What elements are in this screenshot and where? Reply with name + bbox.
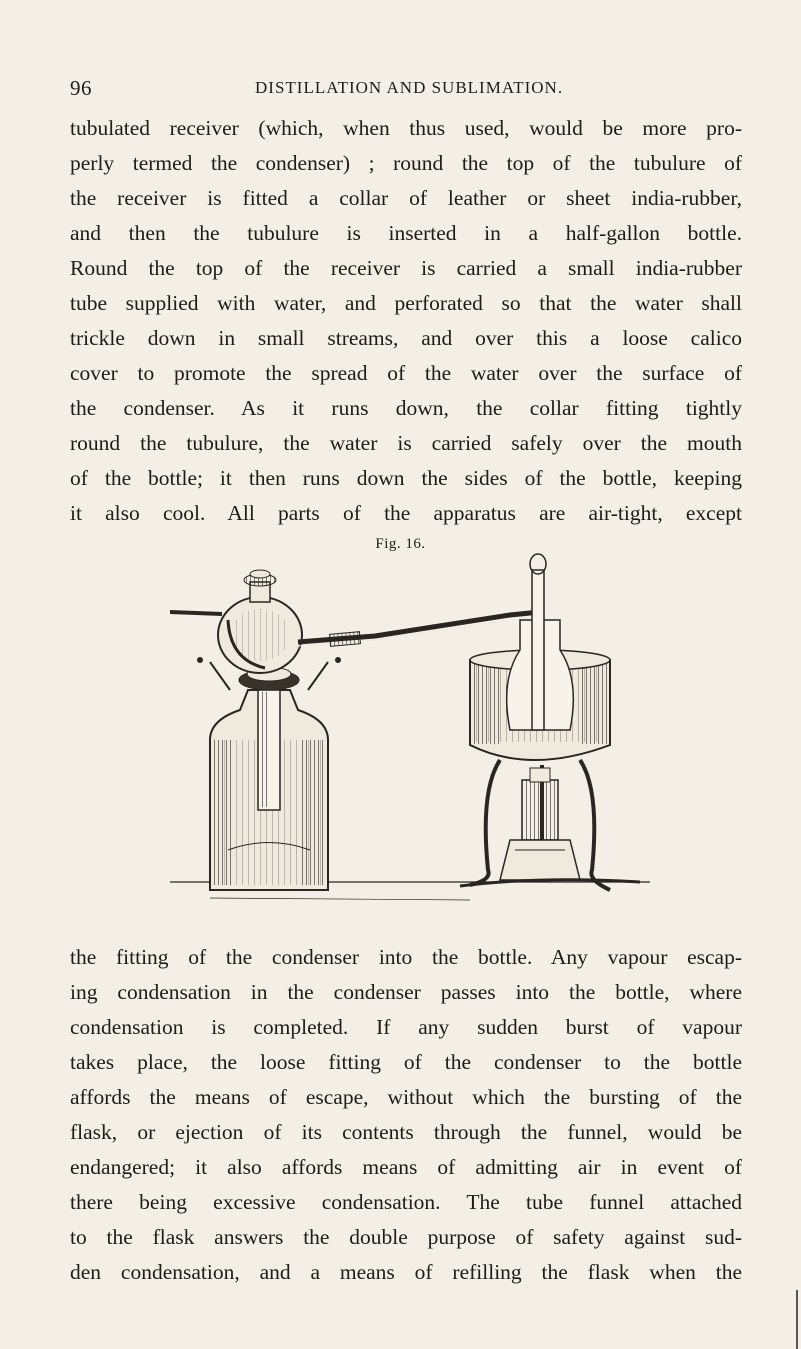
text-line: endangered; it also affords means of admitting air in event of <box>70 1155 742 1179</box>
text-line: affords the means of escape, without which the bursting of the <box>70 1085 742 1109</box>
text-line: the condenser. As it runs down, the collar fitting tightly <box>70 396 742 420</box>
figure-caption: Fig. 16. <box>375 536 426 552</box>
text-line: condensation is completed. If any sudden burst of vapour <box>70 1015 742 1039</box>
page-number: 96 <box>70 76 92 100</box>
text-line: flask, or ejection of its contents through the funnel, would be <box>70 1120 742 1144</box>
paragraph-bottom <box>70 940 742 1290</box>
text-line: to the flask answers the double purpose of safety against sud- <box>70 1225 742 1249</box>
inner-receiver <box>507 554 574 730</box>
text-line: and then the tubulure is inserted in a half-gallon bottle. <box>70 221 742 245</box>
text-line: trickle down in small streams, and over this a loose calico <box>70 326 742 350</box>
receiver-tubulure <box>258 690 280 810</box>
distillation-apparatus-illustration <box>170 550 650 920</box>
text-line: there being excessive condensation. The tube funnel attached <box>70 1190 742 1214</box>
page-header <box>70 76 750 106</box>
text-line: Round the top of the receiver is carried a small india-rubber <box>70 256 742 280</box>
tube-funnel <box>170 612 222 614</box>
text-line: tubulated receiver (which, when thus used, would be more pro- <box>70 116 742 140</box>
page-edge-mark <box>796 1290 798 1349</box>
text-line: perly termed the condenser) ; round the top of the tubulure of <box>70 151 742 175</box>
text-line: it also cool. All parts of the apparatus are air-tight, except <box>70 501 742 525</box>
running-title: DISTILLATION AND SUBLIMATION. <box>255 78 564 97</box>
text-line: the receiver is fitted a collar of leather or sheet india-rubber, <box>70 186 742 210</box>
text-line: den condensation, and a means of refilling the flask when the <box>70 1260 742 1284</box>
spirit-lamp <box>500 768 580 880</box>
paragraph-top <box>70 111 742 531</box>
text-line: cover to promote the spread of the water over the surface of <box>70 361 742 385</box>
text-line: tube supplied with water, and perforated so that the water shall <box>70 291 742 315</box>
text-line: ing condensation in the condenser passes into the bottle, where <box>70 980 742 1004</box>
delivery-tube <box>298 612 540 646</box>
text-line: takes place, the loose fitting of the condenser to the bottle <box>70 1050 742 1074</box>
text-line: round the tubulure, the water is carried safely over the mouth <box>70 431 742 455</box>
text-line: the fitting of the condenser into the bottle. Any vapour escap- <box>70 945 742 969</box>
round-flask <box>218 570 302 673</box>
text-line: of the bottle; it then runs down the sides of the bottle, keeping <box>70 466 742 490</box>
